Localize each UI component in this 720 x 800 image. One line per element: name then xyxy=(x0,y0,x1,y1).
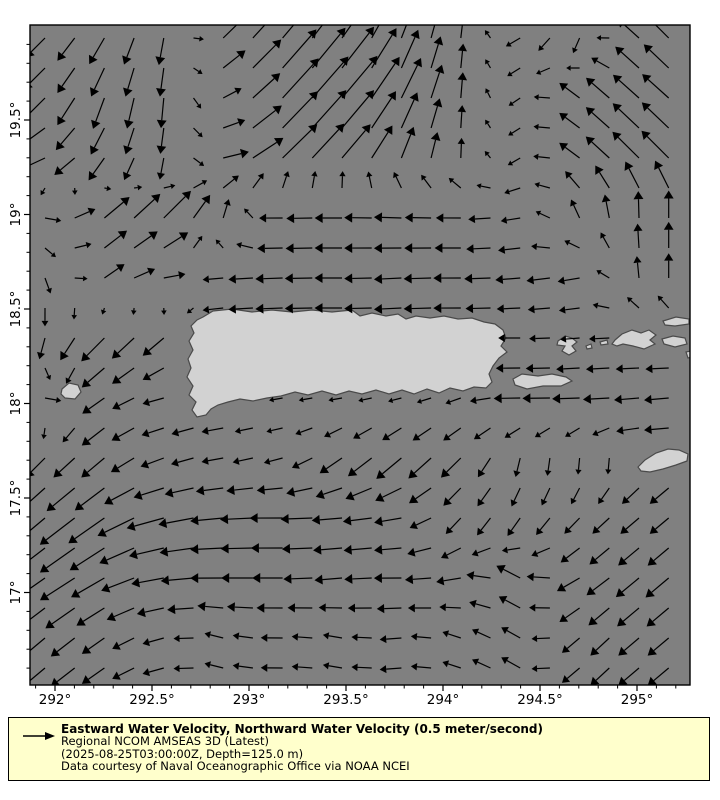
x-axis-tick-label: 292.5° xyxy=(129,692,175,708)
y-axis-tick-label: 17° xyxy=(8,580,24,605)
legend-text xyxy=(61,723,543,773)
landmass-islet-right-edge xyxy=(686,350,697,358)
legend-box xyxy=(8,717,710,781)
y-axis-tick-label: 18° xyxy=(8,391,24,416)
y-axis-tick-label: 18.5° xyxy=(8,290,24,328)
legend-reference-arrow-icon xyxy=(22,730,56,742)
legend-model: Regional NCOM AMSEAS 3D (Latest) xyxy=(61,734,270,749)
x-axis-tick-label: 295° xyxy=(620,692,654,708)
legend-time-depth: (2025-08-25T03:00:00Z, Depth=125.0 m) xyxy=(61,746,304,761)
y-axis-tick-label: 19° xyxy=(8,202,24,227)
x-axis-tick-label: 293° xyxy=(232,692,266,708)
x-axis-tick-label: 294.5° xyxy=(517,692,563,708)
x-axis-tick-label: 292° xyxy=(38,692,72,708)
x-axis-tick-label: 294° xyxy=(426,692,460,708)
legend-title: Eastward Water Velocity, Northward Water Velocity (0.5 meter/second) xyxy=(61,722,543,736)
legend-credit: Data courtesy of Naval Oceanographic Office via NOAA NCEI xyxy=(61,759,410,774)
x-axis-tick-label: 293.5° xyxy=(323,692,369,708)
y-axis-tick-label: 17.5° xyxy=(8,479,24,517)
y-axis-tick-label: 19.5° xyxy=(8,101,24,139)
